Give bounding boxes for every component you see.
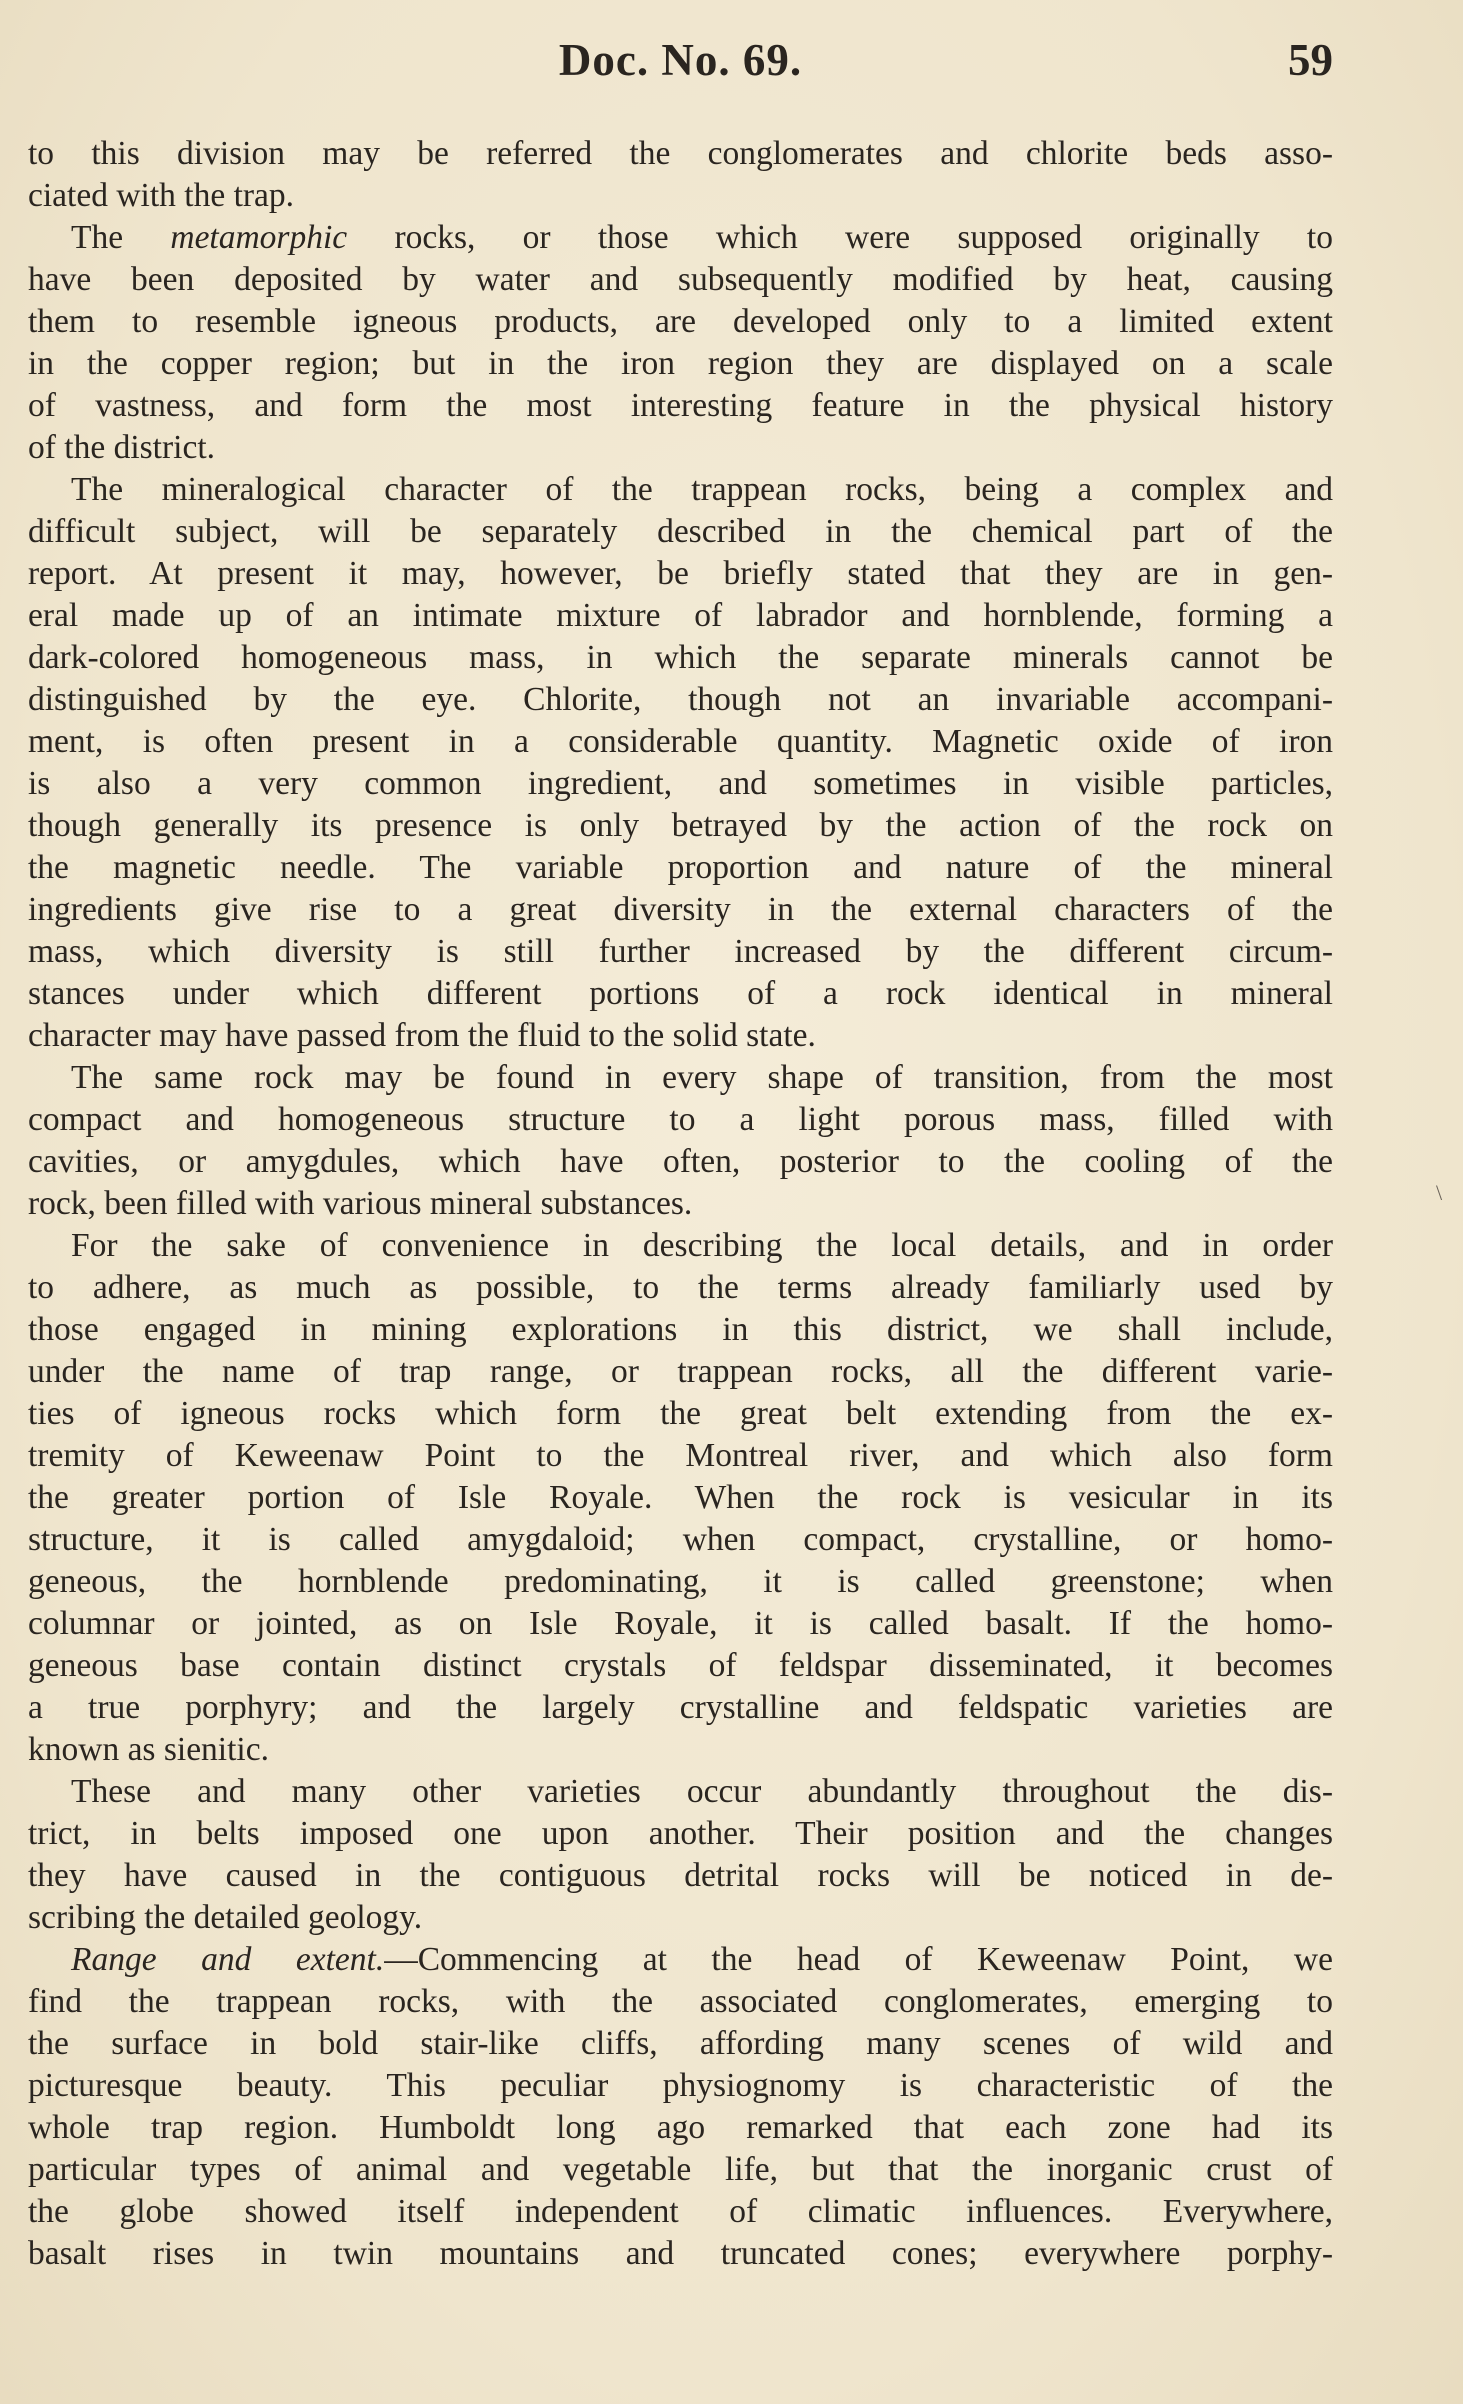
text-line: mass, which diversity is still further increased by the different circum- [28, 933, 1333, 970]
text-line: trict, in belts imposed one upon another. Their position and the changes [28, 1815, 1333, 1852]
text-line: under the name of trap range, or trappean rocks, all the different varie- [28, 1353, 1333, 1390]
text-line [28, 1939, 1333, 1981]
text-line: dark-colored homogeneous mass, in which the separate minerals cannot be [28, 639, 1333, 676]
text-line: to this division may be referred the conglomerates and chlorite beds asso- [28, 135, 1333, 172]
text-line: These and many other varieties occur abundantly throughout the dis- [71, 1773, 1333, 1810]
text-line: in the copper region; but in the iron region they are displayed on a scale [28, 345, 1333, 382]
text-line: particular types of animal and vegetable life, but that the inorganic crust of [28, 2151, 1333, 2188]
text-line: tremity of Keweenaw Point to the Montreal river, and which also form [28, 1437, 1333, 1474]
text-line: difficult subject, will be separately described in the chemical part of the [28, 513, 1333, 550]
text-line: find the trappean rocks, with the associated conglomerates, emerging to [28, 1983, 1333, 2020]
text-line: For the sake of convenience in describing the local details, and in order [71, 1227, 1333, 1264]
text-line: report. At present it may, however, be briefly stated that they are in gen- [28, 555, 1333, 592]
stray-mark: \ [1436, 1180, 1443, 1205]
text-line: the surface in bold stair-like cliffs, affording many scenes of wild and [28, 2025, 1333, 2062]
text-line: basalt rises in twin mountains and truncated cones; everywhere porphy- [28, 2235, 1333, 2272]
page-number: 59 [1288, 35, 1333, 85]
text-segment: The [71, 219, 171, 256]
text-line: ment, is often present in a considerable quantity. Magnetic oxide of iron [28, 723, 1333, 760]
italic-text: Range and extent. [71, 1941, 385, 1978]
text-line: ingredients give rise to a great diversity in the external characters of the [28, 891, 1333, 928]
text-line: stances under which different portions of a rock identical in mineral [28, 975, 1333, 1012]
body-text [28, 133, 1333, 2275]
text-line: scribing the detailed geology. [28, 1899, 423, 1936]
page-header [28, 30, 1333, 90]
text-line: them to resemble igneous products, are developed only to a limited extent [28, 303, 1333, 340]
text-line: cavities, or amygdules, which have often, posterior to the cooling of the [28, 1143, 1333, 1180]
text-line: compact and homogeneous structure to a light porous mass, filled with [28, 1101, 1333, 1138]
text-line: a true porphyry; and the largely crystalline and feldspatic varieties are [28, 1689, 1333, 1726]
text-line: ties of igneous rocks which form the great belt extending from the ex- [28, 1395, 1333, 1432]
text-line: geneous, the hornblende predominating, it is called greenstone; when [28, 1563, 1333, 1600]
text-line: ciated with the trap. [28, 177, 295, 214]
text-line: to adhere, as much as possible, to the terms already familiarly used by [28, 1269, 1333, 1306]
text-line [28, 217, 1333, 259]
text-segment: rocks, or those which were supposed originally to [347, 219, 1333, 256]
text-line: structure, it is called amygdaloid; when compact, crystalline, or homo- [28, 1521, 1333, 1558]
text-line: columnar or jointed, as on Isle Royale, it is called basalt. If the homo- [28, 1605, 1333, 1642]
text-line: distinguished by the eye. Chlorite, though not an invariable accompani- [28, 681, 1333, 718]
text-line: have been deposited by water and subsequently modified by heat, causing [28, 261, 1333, 298]
italic-text: metamorphic [170, 219, 348, 256]
text-line: character may have passed from the fluid to the solid state. [28, 1017, 816, 1054]
text-line: those engaged in mining explorations in this district, we shall include, [28, 1311, 1333, 1348]
text-line: the globe showed itself independent of climatic influences. Everywhere, [28, 2193, 1333, 2230]
text-line: eral made up of an intimate mixture of labrador and hornblende, forming a [28, 597, 1333, 634]
text-line: the greater portion of Isle Royale. When the rock is vesicular in its [28, 1479, 1333, 1516]
text-line: picturesque beauty. This peculiar physiognomy is characteristic of the [28, 2067, 1333, 2104]
text-line: geneous base contain distinct crystals of feldspar disseminated, it becomes [28, 1647, 1333, 1684]
text-line: known as sienitic. [28, 1731, 269, 1768]
text-line: The mineralogical character of the trappean rocks, being a complex and [71, 471, 1333, 508]
text-line: of vastness, and form the most interesting feature in the physical history [28, 387, 1333, 424]
text-line: is also a very common ingredient, and sometimes in visible particles, [28, 765, 1333, 802]
document-title: Doc. No. 69. [558, 35, 803, 85]
text-line: The same rock may be found in every shape of transition, from the most [71, 1059, 1333, 1096]
text-line: rock, been filled with various mineral substances. [28, 1185, 693, 1222]
text-line: of the district. [28, 429, 215, 466]
text-line: the magnetic needle. The variable proportion and nature of the mineral [28, 849, 1333, 886]
text-line: they have caused in the contiguous detrital rocks will be noticed in de- [28, 1857, 1333, 1894]
text-line: whole trap region. Humboldt long ago remarked that each zone had its [28, 2109, 1333, 2146]
text-line: though generally its presence is only betrayed by the action of the rock on [28, 807, 1333, 844]
text-segment: —Commencing at the head of Keweenaw Point, we [384, 1941, 1333, 1978]
